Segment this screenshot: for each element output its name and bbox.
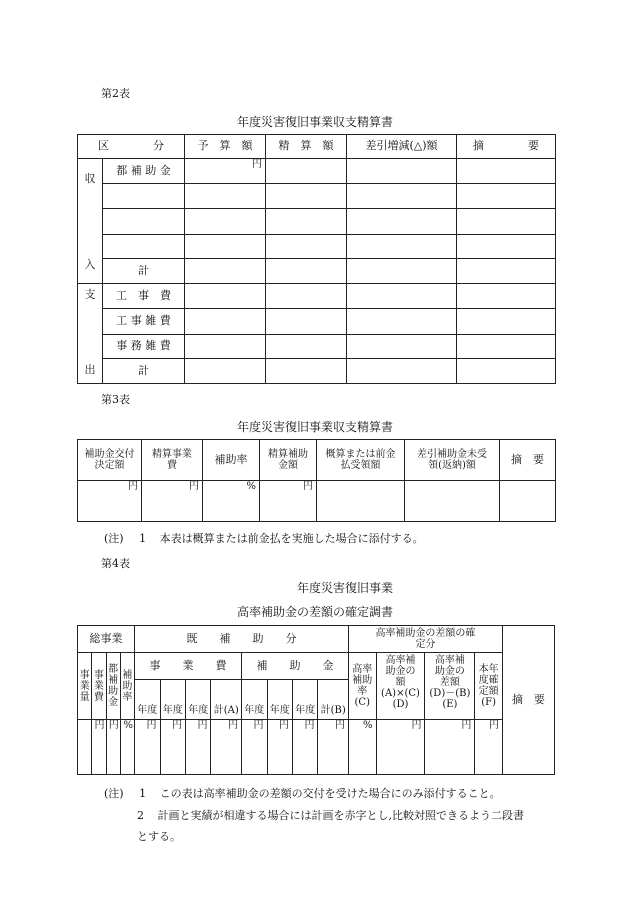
table4-header-quantity: 事業量: [78, 653, 92, 720]
table4-label: 第4表: [101, 557, 130, 570]
table4-note-1: (注) 1 この表は高率補助金の差額の交付を受けた場合にのみ添付すること。: [104, 787, 501, 800]
table2-income-side-top: 収: [84, 172, 96, 185]
table2-income-total: 計: [103, 258, 185, 283]
table4-header-grant: 補 助 金: [242, 653, 349, 680]
table2-income-side-bottom: 入: [84, 258, 96, 271]
table-row: 円 円 % 円: [78, 481, 556, 522]
table3-header-row: [78, 440, 556, 481]
table4-header-row-3: 年度 年度 年度 計(A) 年度 年度 年度 計(B): [78, 680, 555, 720]
table4-note-2-cont: とする。: [137, 830, 181, 843]
table2-expense-total: 計: [103, 358, 185, 383]
table-row: [78, 334, 556, 358]
table3-header-amount: 精算補助金額: [260, 440, 317, 481]
table4: [77, 625, 555, 775]
table2-header-remarks: 摘 要: [457, 135, 556, 159]
table-row: [78, 159, 556, 184]
table2-expense-item: 工 事 費: [103, 284, 185, 309]
table4-header-difference: 高率補助金の差額 (D)－(B) (E): [425, 653, 475, 720]
table2-expense-side: [78, 284, 103, 384]
table3-header-cost: 精算事業 費: [142, 440, 203, 481]
table-row: 円 円 % 円 円 円 円 円 円 円 円 % 円 円 円: [78, 720, 555, 775]
table2-header-settled: 精 算 額: [266, 135, 347, 159]
table-row: [78, 209, 556, 234]
table-row: [78, 184, 556, 209]
table2-expense-side-top: 支: [84, 288, 96, 301]
table4-header-fixed: 本年度確定額(F): [475, 653, 503, 720]
table2-label: 第2表: [101, 87, 130, 100]
table3-label: 第3表: [101, 393, 130, 406]
table4-header-remarks: 摘 要: [502, 626, 554, 775]
table3-header-remarks: 摘 要: [500, 440, 556, 481]
table2-expense-item: 事 務 雑 費: [103, 334, 185, 358]
table4-title-2: 高率補助金の差額の確定調書: [236, 605, 393, 619]
table4-header-high-amount: 高率補助金の額 (A)×(C) (D): [376, 653, 425, 720]
table2-header-diff: 差引増減(△)額: [347, 135, 457, 159]
table3-title: 年度災害復旧事業収支精算書: [236, 420, 393, 434]
table-row: [78, 258, 556, 283]
table2-title: 年度災害復旧事業収支精算書: [236, 115, 393, 129]
table2-header-kubun: 区 分: [78, 135, 185, 159]
table2-income-item: 都 補 助 金: [103, 159, 185, 184]
table3-header-unreceived: 差引補助金未受領(返納)額: [405, 440, 500, 481]
table-row: [78, 234, 556, 258]
table4-title-1: 年度災害復旧事業: [296, 581, 393, 595]
table2-header-row: [78, 135, 556, 159]
table3-header-rate: 補助率: [203, 440, 260, 481]
table2: [77, 134, 556, 384]
table3-note: (注) 1 本表は概算または前金払を実施した場合に添付する。: [104, 532, 424, 545]
table4-header-confirmed: 高率補助金の差額の確定分: [349, 626, 503, 653]
table4-note-2: 2 計画と実績が相違する場合には計画を赤字とし,比較対照できるよう二段書: [137, 809, 524, 822]
table4-header-rate: 補助率: [120, 653, 134, 720]
table2-expense-side-bottom: 出: [84, 363, 96, 376]
table2-expense-item: 工 事 雑 費: [103, 309, 185, 334]
table3-header-received: 概算または前金払受領額: [317, 440, 405, 481]
table4-header-cost: 事業費: [92, 653, 106, 720]
table-row: [78, 309, 556, 334]
table2-yen-unit: 円: [185, 159, 266, 184]
table4-header-existing: 既 補 助 分: [135, 626, 349, 653]
table4-header-row-2: [78, 653, 555, 680]
table4-header-project-cost: 事 業 費: [135, 653, 242, 680]
table2-header-budget: 予 算 額: [185, 135, 266, 159]
table-row: [78, 358, 556, 383]
table3: [77, 439, 556, 522]
table2-income-side: [78, 159, 103, 284]
table4-header-total: 総事業: [78, 626, 135, 653]
table4-header-subsidy: 都補助金: [106, 653, 120, 720]
table4-header-row-1: [78, 626, 555, 653]
table3-header-grant: 補助金交付決定額: [78, 440, 142, 481]
table-row: [78, 284, 556, 309]
table4-notes: [104, 785, 574, 844]
table4-header-high-rate: 高率補助率(C): [349, 653, 377, 720]
